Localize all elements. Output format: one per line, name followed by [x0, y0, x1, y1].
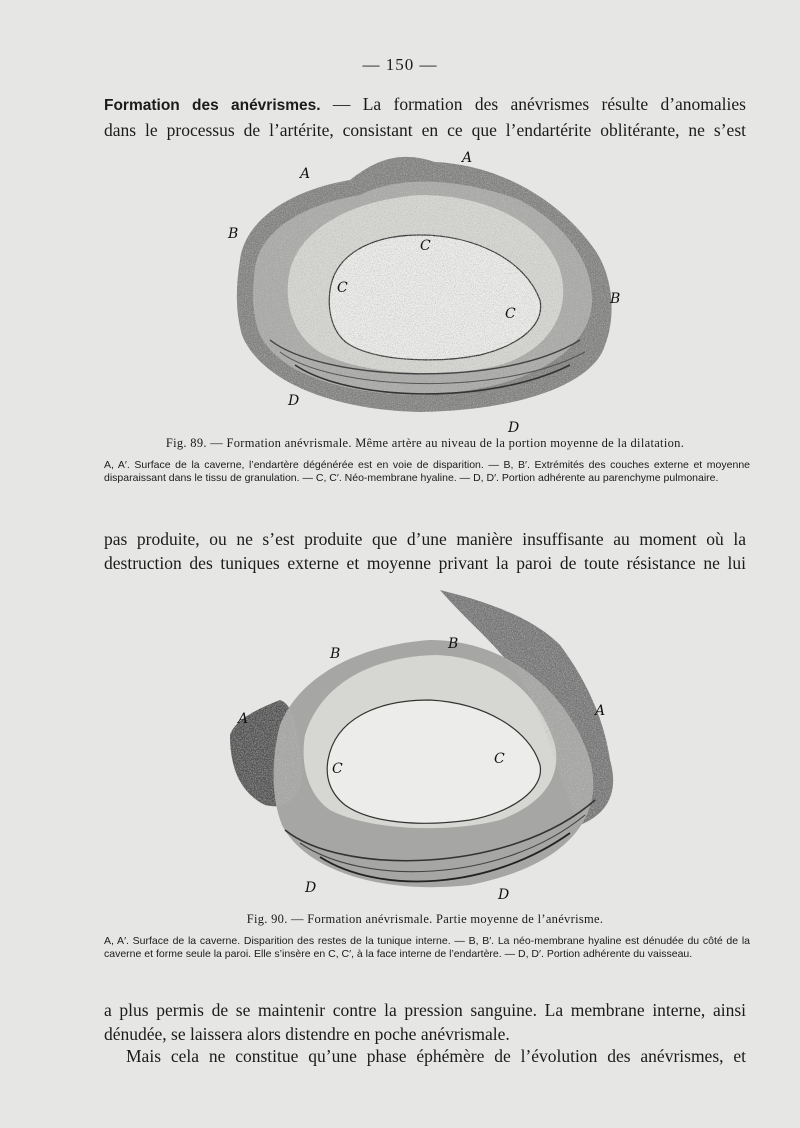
figure-90-illustration: [210, 585, 640, 905]
label-b-top: B: [448, 636, 459, 652]
paragraph-line: a plus permis de se maintenir contre la pression sanguine. La membrane interne, ainsi: [104, 1000, 746, 1020]
paragraph-line: Mais cela ne constitue qu’une phase éphémère de l’évolution des anévrismes, et: [126, 1046, 746, 1066]
paragraph-phase: [104, 1044, 746, 1068]
label-c-right: C: [505, 306, 516, 322]
label-b-right: B: [610, 291, 621, 307]
paragraph-line: dans le processus de l’artérite, consistant en ce que l’endartérite oblitérante, ne s’est: [104, 120, 746, 140]
figure-89-caption-title: Fig. 89. — Formation anévrismale. Même artère au niveau de la portion moyenne de la dilatation.: [165, 436, 685, 450]
label-a-left: A: [238, 711, 249, 727]
label-a-left: A: [300, 166, 311, 182]
label-c-top: C: [420, 238, 431, 254]
paragraph-continued: [104, 527, 746, 575]
label-a-top: A: [462, 150, 473, 166]
label-d-right: D: [498, 887, 510, 903]
label-d-bottom: D: [508, 420, 520, 436]
figure-89-caption-body: A, A′. Surface de la caverne, l’endartère dégénérée est en voie de disparition. — B, B′. Extrémités des couches externe et moyenne disparaissant dans le tissu de granulation. — C, C′. Néo-membrane hyaline. — D, D′. Portion adhérente au parenchyme pulmonaire.: [104, 459, 750, 484]
label-d-left: D: [305, 880, 317, 896]
label-b-left: B: [228, 226, 239, 242]
label-b-left: B: [330, 646, 341, 662]
paragraph-formation: [104, 92, 746, 142]
section-lead: Formation des anévrismes.: [104, 97, 321, 114]
label-a-right: A: [595, 703, 606, 719]
label-d-left: D: [288, 393, 300, 409]
label-c-left: C: [337, 280, 348, 296]
paragraph-line: destruction des tuniques externe et moyenne privant la paroi de toute résistance ne lui: [104, 553, 746, 573]
label-c-left: C: [332, 761, 343, 777]
figure-90-caption-body: A, A′. Surface de la caverne. Disparition des restes de la tunique interne. — B, B′. La néo-membrane hyaline est dénudée du côté de la caverne et forme seule la paroi. Elle s’insère en C, C′, à la face interne de l’endartère. — D, D′. Portion adhérente du vaisseau.: [104, 935, 750, 960]
paragraph-line: pas produite, ou ne s’est produite que d’une manière insuffisante au moment où la: [104, 529, 746, 549]
figure-90-caption-title: Fig. 90. — Formation anévrismale. Partie moyenne de l’anévrisme.: [246, 912, 604, 926]
page-number: — 150 —: [362, 55, 438, 74]
label-c-right: C: [494, 751, 505, 767]
paragraph-line: dénudée, se laissera alors distendre en poche anévrismale.: [104, 1024, 510, 1044]
paragraph-pression: [104, 998, 746, 1046]
figure-89-illustration: [200, 140, 640, 440]
paragraph-line: Formation des anévrismes. — La formation des anévrismes résulte d’anomalies: [104, 94, 746, 114]
